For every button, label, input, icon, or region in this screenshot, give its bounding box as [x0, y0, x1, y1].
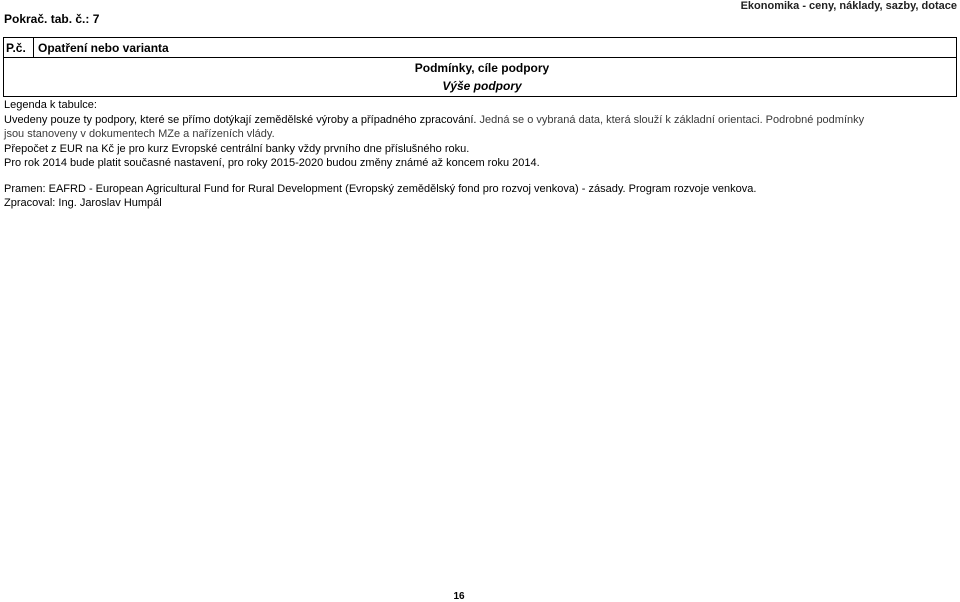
section-title: Ekonomika - ceny, náklady, sazby, dotace — [740, 0, 957, 12]
column-conditions-header: Podmínky, cíle podpory — [414, 61, 550, 75]
table-header — [3, 37, 957, 97]
legend-line-4: Pro rok 2014 bude platit současné nastavení, pro roky 2015-2020 budou změny známé až koncem roku 2014. — [4, 157, 540, 169]
legend-line-3: Přepočet z EUR na Kč je pro kurz Evropské centrální banky vždy prvního dne příslušného roku. — [4, 142, 470, 155]
column-amount-header: Výše podpory — [442, 79, 522, 93]
continuation-label: Pokrač. tab. č.: 7 — [4, 12, 100, 26]
page-number: 16 — [453, 591, 465, 602]
table-header-row — [4, 38, 956, 58]
column-measure-header: Opatření nebo varianta — [38, 41, 169, 55]
legend-line-1 — [4, 113, 954, 128]
source-line: Pramen: EAFRD - European Agricultural Fund for Rural Development (Evropský zemědělský fond pro rozvoj venkova) - zásady. Program rozvoje venkova. — [4, 183, 757, 195]
legend — [4, 98, 954, 171]
source-note — [4, 182, 954, 210]
column-number-header: P.č. — [4, 38, 34, 58]
author-line: Zpracoval: Ing. Jaroslav Humpál — [4, 197, 162, 209]
legend-line-2: jsou stanoveny v dokumentech MZe a nařízeních vlády. — [4, 128, 275, 140]
legend-title: Legenda k tabulce: — [4, 99, 97, 111]
legend-line-1-b: Jedná se o vybraná data, která slouží k základní orientaci. Podrobné podmínky — [479, 113, 865, 126]
legend-line-1-a: Uvedeny pouze ty podpory, které se přímo dotýkají zemědělské výroby a případného zpracování. — [4, 113, 477, 126]
